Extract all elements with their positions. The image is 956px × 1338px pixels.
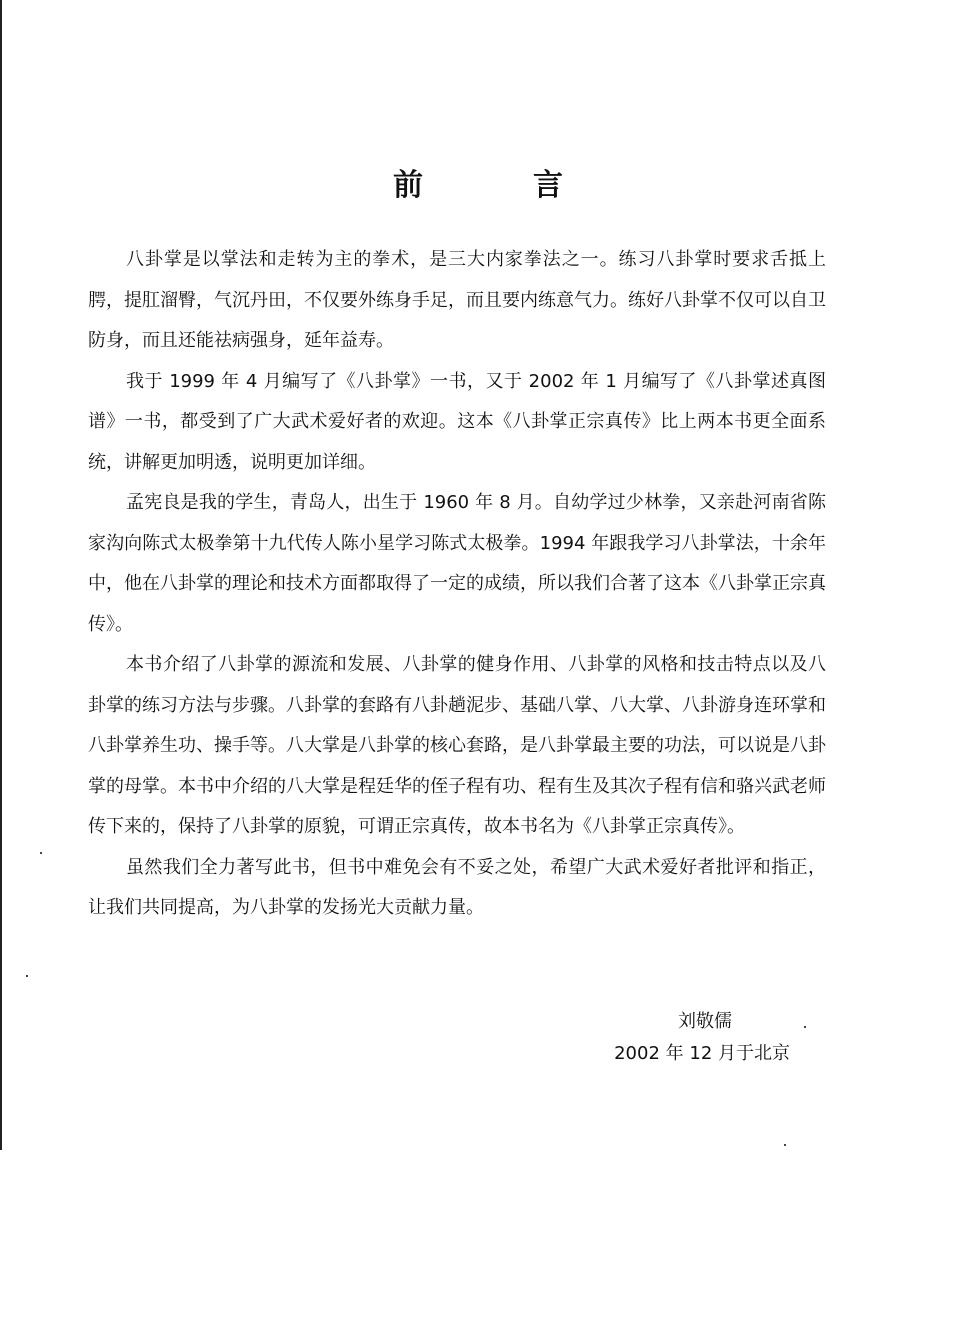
author-name: 刘敬儒 [678,1011,732,1032]
date-place: 2002 年 12 月于北京 [614,1043,790,1064]
page-title: 前 言 [393,168,603,203]
signature-block [614,1006,790,1070]
scan-speck [26,975,28,977]
paragraph-4: 本书介绍了八卦掌的源流和发展、八卦掌的健身作用、八卦掌的风格和技击特点以及八卦掌的练习方法与步骤。八卦掌的套路有八卦趟泥步、基础八掌、八大掌、八卦游身连环掌和八卦掌养生功、操手等。八大掌是八卦掌的核心套路，是八卦掌最主要的功法，可以说是八卦掌的母掌。本书中介绍的八大掌是程廷华的侄子程有功、程有生及其次子程有信和骆兴武老师传下来的，保持了八卦掌的原貌，可谓正宗真传，故本书名为《八卦掌正宗真传》。 [88,654,826,837]
paragraph-3: 孟宪良是我的学生，青岛人，出生于 1960 年 8 月。自幼学过少林拳，又亲赴河南省陈家沟向陈式太极拳第十九代传人陈小星学习陈式太极拳。1994 年跟我学习八卦掌法，十余年中，他在八卦掌的理论和技术方面都取得了一定的成绩，所以我们合著了这本《八卦掌正宗真传》。 [88,492,826,635]
paragraph-1: 八卦掌是以掌法和走转为主的拳术，是三大内家拳法之一。练习八卦掌时要求舌抵上腭，提肛溜臀，气沉丹田，不仅要外练身手足，而且要内练意气力。练好八卦掌不仅可以自卫防身，而且还能祛病强身，延年益寿。 [88,249,826,351]
paragraph-2: 我于 1999 年 4 月编写了《八卦掌》一书，又于 2002 年 1 月编写了《八卦掌述真图谱》一书，都受到了广大武术爱好者的欢迎。这本《八卦掌正宗真传》比上两本书更全面系统，讲解更加明透，说明更加详细。 [88,370,826,473]
paragraph-5: 虽然我们全力著写此书，但书中难免会有不妥之处，希望广大武术爱好者批评和指正，让我们共同提高，为八卦掌的发扬光大贡献力量。 [88,856,826,918]
scan-speck [40,852,42,854]
scan-speck [784,1144,786,1146]
scan-speck [804,1026,806,1028]
preface-body [88,240,826,929]
